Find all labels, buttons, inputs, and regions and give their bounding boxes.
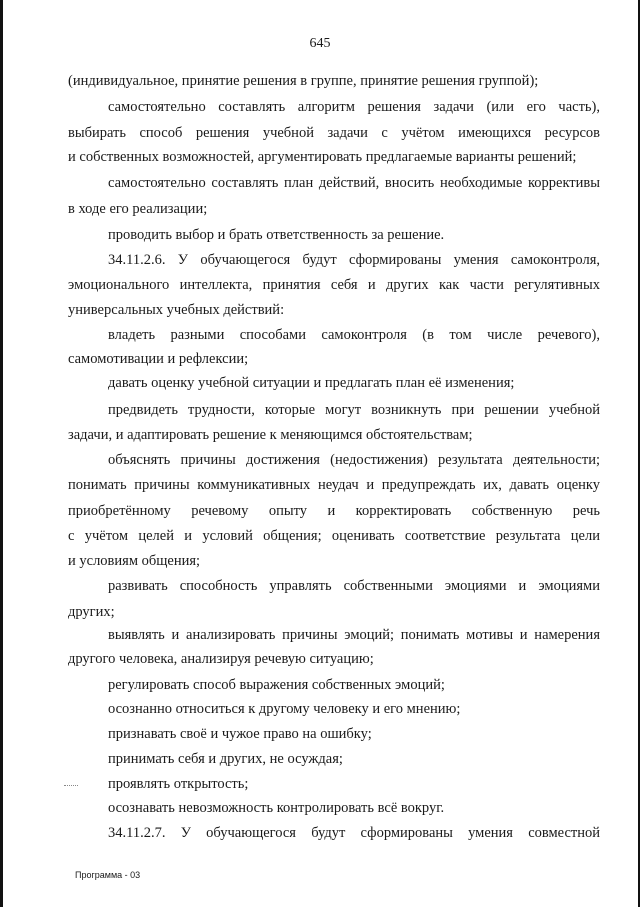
text-line: 34.11.2.7. У обучающегося будут сформированы умения совместной	[108, 825, 600, 841]
text-line: осознанно относиться к другому человеку и его мнению;	[108, 701, 461, 717]
text-line: предвидеть трудности, которые могут возникнуть при решении учебной	[108, 402, 600, 418]
text-line: самомотивации и рефлексии;	[68, 351, 249, 367]
text-line: приобретённому речевому опыту и корректировать собственную речь	[68, 503, 600, 519]
text-line: и условиям общения;	[68, 553, 201, 569]
text-line: универсальных учебных действий:	[68, 302, 285, 318]
text-line: выбирать способ решения учебной задачи с учётом имеющихся ресурсов	[68, 125, 600, 141]
text-line: и собственных возможностей, аргументировать предлагаемые варианты решений;	[68, 149, 577, 165]
text-line: понимать причины коммуникативных неудач и предупреждать их, давать оценку	[68, 477, 600, 493]
text-line: регулировать способ выражения собственных эмоций;	[108, 677, 445, 693]
text-line: задачи, и адаптировать решение к меняющимся обстоятельствам;	[68, 427, 473, 443]
text-line: самостоятельно составлять план действий, вносить необходимые коррективы	[108, 175, 600, 191]
page-number: 645	[309, 36, 331, 51]
text-line: с учётом целей и условий общения; оценивать соответствие результата цели	[68, 528, 600, 544]
page-footer: Программа - 03	[75, 870, 141, 880]
text-line: развивать способность управлять собственными эмоциями и эмоциями	[108, 578, 600, 594]
text-line: выявлять и анализировать причины эмоций; понимать мотивы и намерения	[108, 627, 600, 643]
text-line: осознавать невозможность контролировать всё вокруг.	[108, 800, 445, 816]
text-line: давать оценку учебной ситуации и предлагать план её изменения;	[108, 375, 515, 391]
text-line: другого человека, анализируя речевую ситуацию;	[68, 651, 374, 667]
text-line: владеть разными способами самоконтроля (в том числе речевого),	[108, 327, 600, 343]
scan-left-edge	[0, 0, 3, 907]
text-line: проявлять открытость;	[108, 776, 249, 792]
text-line: других;	[68, 604, 115, 620]
text-line: объяснять причины достижения (недостижения) результата деятельности;	[108, 452, 600, 468]
text-line: в ходе его реализации;	[68, 201, 208, 217]
text-line: принимать себя и других, не осуждая;	[108, 751, 343, 767]
text-line: (индивидуальное, принятие решения в группе, принятие решения группой);	[68, 73, 539, 89]
text-line: признавать своё и чужое право на ошибку;	[108, 726, 372, 742]
text-line: эмоционального интеллекта, принятия себя и других как части регулятивных	[68, 277, 600, 293]
scan-artifact	[64, 785, 78, 788]
text-line: 34.11.2.6. У обучающегося будут сформированы умения самоконтроля,	[108, 252, 600, 268]
text-line: самостоятельно составлять алгоритм решения задачи (или его часть),	[108, 99, 600, 115]
text-line: проводить выбор и брать ответственность за решение.	[108, 227, 445, 243]
